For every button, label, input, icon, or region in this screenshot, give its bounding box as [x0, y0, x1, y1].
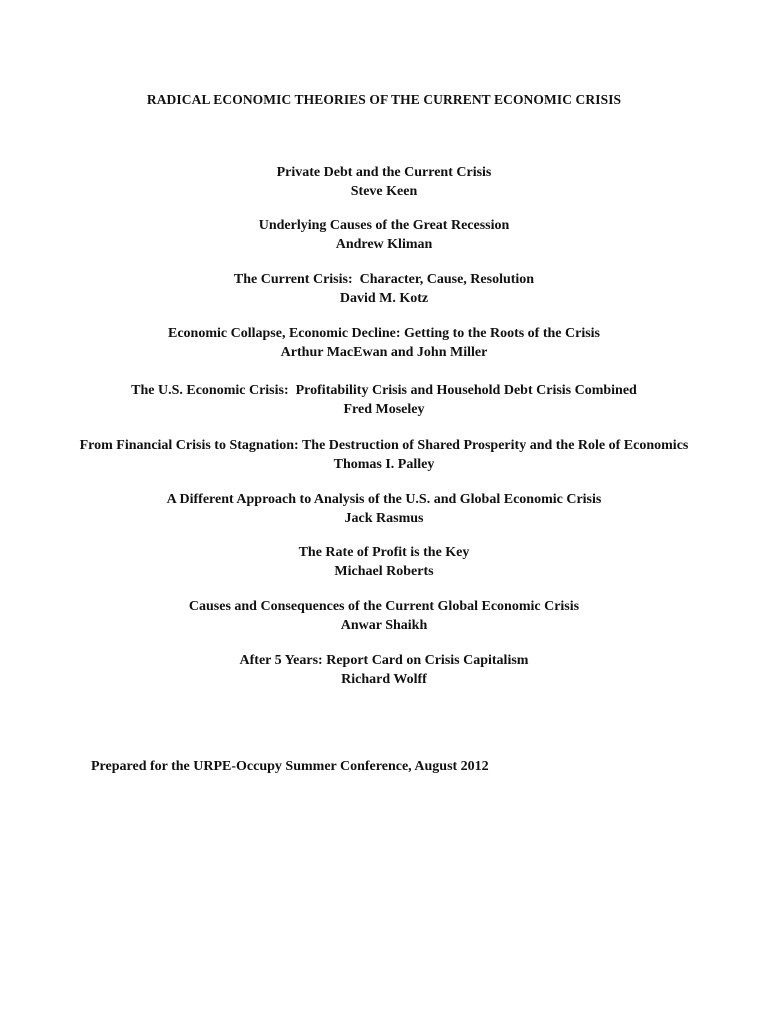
- paper-title: A Different Approach to Analysis of the U.S. and Global Economic Crisis: [166, 492, 602, 507]
- paper-entry: [0, 164, 768, 201]
- paper-title: From Financial Crisis to Stagnation: The Destruction of Shared Prosperity and the Role of Economics: [79, 438, 689, 453]
- paper-title: After 5 Years: Report Card on Crisis Capitalism: [239, 653, 529, 668]
- paper-entry: [0, 382, 768, 419]
- paper-entry: [0, 437, 768, 474]
- paper-author: Steve Keen: [350, 183, 418, 199]
- paper-title: Underlying Causes of the Great Recession: [258, 218, 510, 233]
- paper-author: Jack Rasmus: [344, 510, 424, 526]
- paper-entry: [0, 652, 768, 689]
- paper-author: Anwar Shaikh: [340, 617, 428, 633]
- paper-author: Richard Wolff: [341, 671, 427, 687]
- paper-title: Private Debt and the Current Crisis: [276, 165, 492, 180]
- paper-title: The Rate of Profit is the Key: [298, 545, 470, 560]
- paper-author: David M. Kotz: [339, 290, 429, 306]
- paper-author: Arthur MacEwan and John Miller: [280, 344, 488, 360]
- paper-entry: [0, 217, 768, 254]
- paper-entry: [0, 544, 768, 581]
- paper-title: Causes and Consequences of the Current Global Economic Crisis: [188, 599, 580, 614]
- paper-title: Economic Collapse, Economic Decline: Getting to the Roots of the Crisis: [168, 326, 600, 341]
- paper-author: Andrew Kliman: [335, 236, 433, 252]
- paper-title: The Current Crisis: Character, Cause, Resolution: [233, 272, 535, 287]
- paper-entry: [0, 491, 768, 528]
- paper-entry: [0, 325, 768, 362]
- paper-author: Michael Roberts: [334, 563, 434, 579]
- paper-author: Thomas I. Palley: [333, 456, 435, 472]
- paper-entry: [0, 271, 768, 308]
- document-title: RADICAL ECONOMIC THEORIES OF THE CURRENT ECONOMIC CRISIS: [146, 92, 622, 107]
- paper-title: The U.S. Economic Crisis: Profitability Crisis and Household Debt Crisis Combined: [131, 383, 637, 398]
- paper-author: Fred Moseley: [343, 401, 425, 417]
- conference-note: Prepared for the URPE-Occupy Summer Conference, August 2012: [91, 759, 489, 774]
- paper-entry: [0, 598, 768, 635]
